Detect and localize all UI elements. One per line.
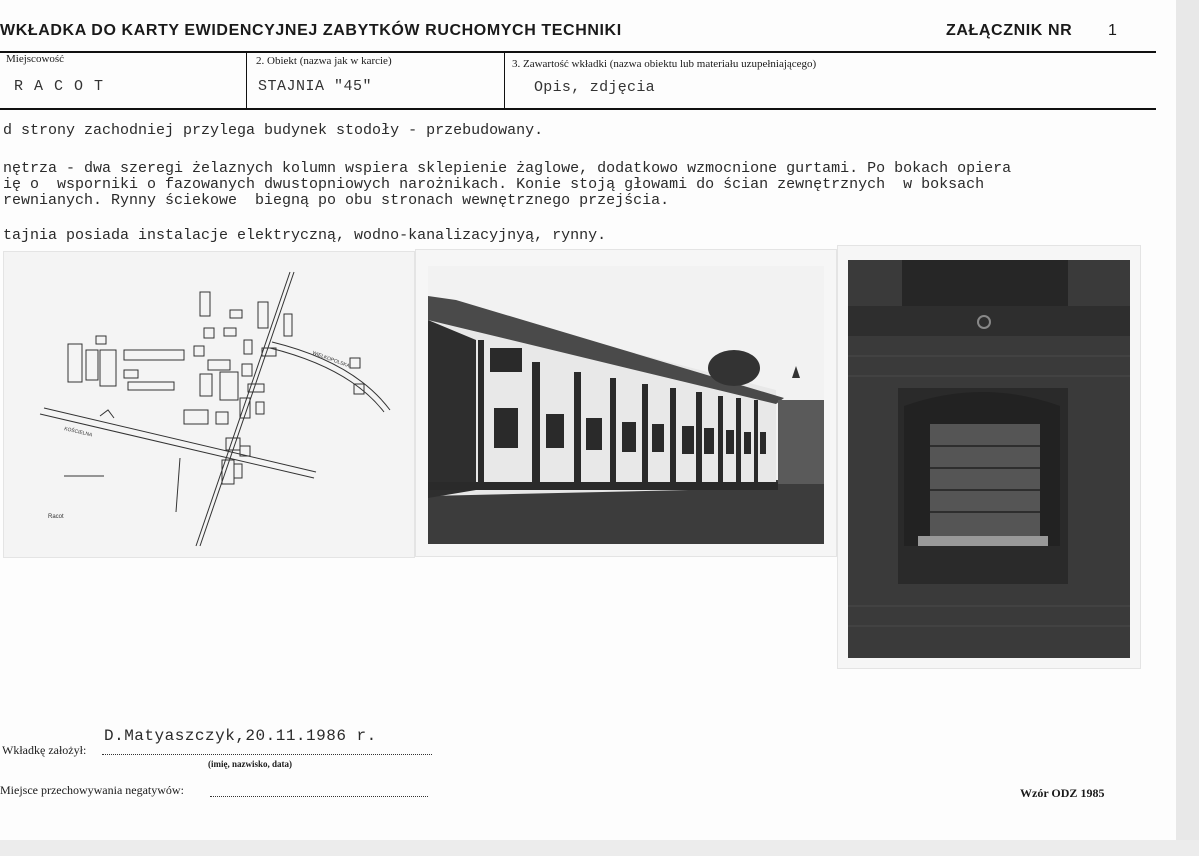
map-caption: Racot: [48, 514, 64, 520]
negatives-line: [210, 796, 428, 797]
description-line-3: ię o wsporniki o fazowanych dwustopniowych narożnikach. Konie stoją głowami do ścian zewnętrznych w boksach: [3, 176, 985, 193]
photo-window-detail: [838, 246, 1140, 668]
author-value: D.Matyaszczyk,20.11.1986 r.: [104, 727, 377, 745]
photo-stable-exterior: [416, 250, 836, 556]
location-value: R A C O T: [14, 78, 105, 95]
map-street-2: KOŚCIELNA: [63, 426, 93, 439]
author-line: [102, 754, 432, 755]
header-rule: [0, 51, 1156, 53]
field-divider-2: [504, 52, 505, 109]
description-line-4: rewnianych. Rynny ściekowe biegną po obu stronach wewnętrznego przejścia.: [3, 192, 670, 209]
stable-building-photo: [416, 250, 836, 556]
fields-bottom-rule: [0, 108, 1156, 110]
attachment-label: ZAŁĄCZNIK NR: [946, 22, 1073, 39]
site-map: [4, 252, 414, 557]
author-label: Wkładkę założył:: [2, 743, 87, 757]
description-line-2: nętrza - dwa szeregi żelaznych kolumn wspiera sklepienie żaglowe, dodatkowo wzmocnione gurtami. Po bokach opiera: [3, 160, 1012, 177]
author-hint: (imię, nazwisko, data): [208, 759, 292, 769]
field-divider-1: [246, 52, 247, 109]
map-street-1: WIELKOPOLSKA: [311, 350, 351, 370]
form-title: WKŁADKA DO KARTY EWIDENCYJNEJ ZABYTKÓW RUCHOMYCH TECHNIKI: [0, 22, 622, 39]
brick-window-photo: [838, 246, 1140, 668]
object-value: STAJNIA "45": [258, 78, 373, 95]
scan-edge-bottom: [0, 840, 1199, 856]
site-plan-drawing: [4, 252, 414, 557]
scan-edge-right: [1176, 0, 1199, 856]
content-value: Opis, zdjęcia: [534, 79, 655, 96]
template-label: Wzór ODZ 1985: [1020, 786, 1105, 800]
content-label: 3. Zawartość wkładki (nazwa obiektu lub materiału uzupełniającego): [512, 58, 817, 70]
description-line-5: tajnia posiada instalacje elektryczną, wodno-kanalizacyjnyą, rynny.: [3, 227, 607, 244]
object-label: 2. Obiekt (nazwa jak w karcie): [256, 55, 392, 67]
location-label: Miejscowość: [6, 53, 65, 65]
attachment-number: 1: [1108, 22, 1118, 39]
description-line-1: d strony zachodniej przylega budynek stodoły - przebudowany.: [3, 122, 544, 139]
negatives-label: Miejsce przechowywania negatywów:: [0, 783, 184, 797]
